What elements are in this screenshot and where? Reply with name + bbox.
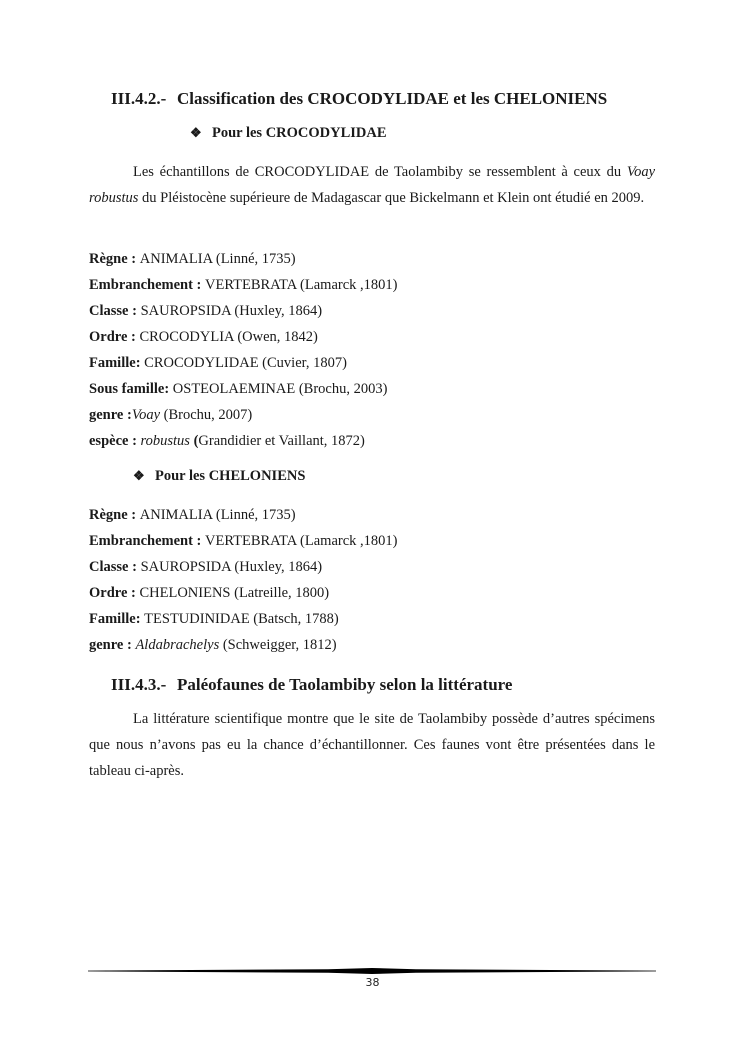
crocodylidae-intro-paragraph [89, 159, 655, 211]
page-number: 38 [365, 976, 380, 989]
litterature-paragraph: La littérature scientifique montre que le site de Taolambiby possède d’autres spécimens que nous n’avons pas eu la chance d’échantillonner. Ces faunes vont être présentées dans le tableau ci-après. [89, 711, 655, 779]
section-number: III.4.2.- [111, 89, 167, 108]
intro-genus: Voay [626, 164, 655, 180]
footer-rule [88, 968, 656, 974]
bullet-crocodylidae [190, 125, 387, 142]
intro-text: Les échantillons de CROCODYLIDAE de Taolambiby se ressemblent à ceux du [133, 164, 627, 180]
crocodylidae-classification [89, 246, 397, 454]
taxon-row: Famille: TESTUDINIDAE (Batsch, 1788) [89, 611, 339, 627]
intro-text-end: du Pléistocène supérieure de Madagascar que Bickelmann et Klein ont étudié en 2009. [138, 190, 645, 206]
taxon-row: Ordre : CROCODYLIA (Owen, 1842) [89, 329, 318, 345]
taxon-row-genre: genre : Aldabrachelys (Schweigger, 1812) [89, 637, 337, 653]
taxon-row: Embranchement : VERTEBRATA (Lamarck ,1801) [89, 533, 398, 549]
taxon-row: Embranchement : VERTEBRATA (Lamarck ,1801) [89, 277, 398, 293]
section-heading-422 [111, 89, 607, 109]
taxon-row: Ordre : CHELONIENS (Latreille, 1800) [89, 585, 330, 601]
taxon-row: Règne : ANIMALIA (Linné, 1735) [89, 251, 296, 267]
taxon-row: Famille: CROCODYLIDAE (Cuvier, 1807) [89, 355, 347, 371]
section-title: Paléofaunes de Taolambiby selon la littérature [177, 675, 513, 694]
diamond-bullet-icon: ❖ [190, 125, 202, 140]
section-heading-433 [111, 675, 512, 695]
taxon-row: Classe : SAUROPSIDA (Huxley, 1864) [89, 559, 323, 575]
bullet-label: Pour les CROCODYLIDAE [212, 125, 387, 141]
intro-species: robustus [89, 190, 139, 206]
taxon-row: Classe : SAUROPSIDA (Huxley, 1864) [89, 303, 323, 319]
section-title: Classification des CROCODYLIDAE et les CHELONIENS [177, 89, 608, 108]
bullet-cheloniens [133, 468, 305, 485]
taxon-row-espece: espèce : robustus (Grandidier et Vaillant, 1872) [89, 433, 365, 449]
taxon-row: Règne : ANIMALIA (Linné, 1735) [89, 507, 296, 523]
taxon-row: Sous famille: OSTEOLAEMINAE (Brochu, 2003) [89, 381, 388, 397]
diamond-bullet-icon: ❖ [133, 468, 145, 483]
taxon-row-genre: genre :Voay (Brochu, 2007) [89, 407, 253, 423]
cheloniens-classification [89, 502, 397, 658]
section-number: III.4.3.- [111, 675, 167, 694]
bullet-label: Pour les CHELONIENS [155, 468, 306, 484]
